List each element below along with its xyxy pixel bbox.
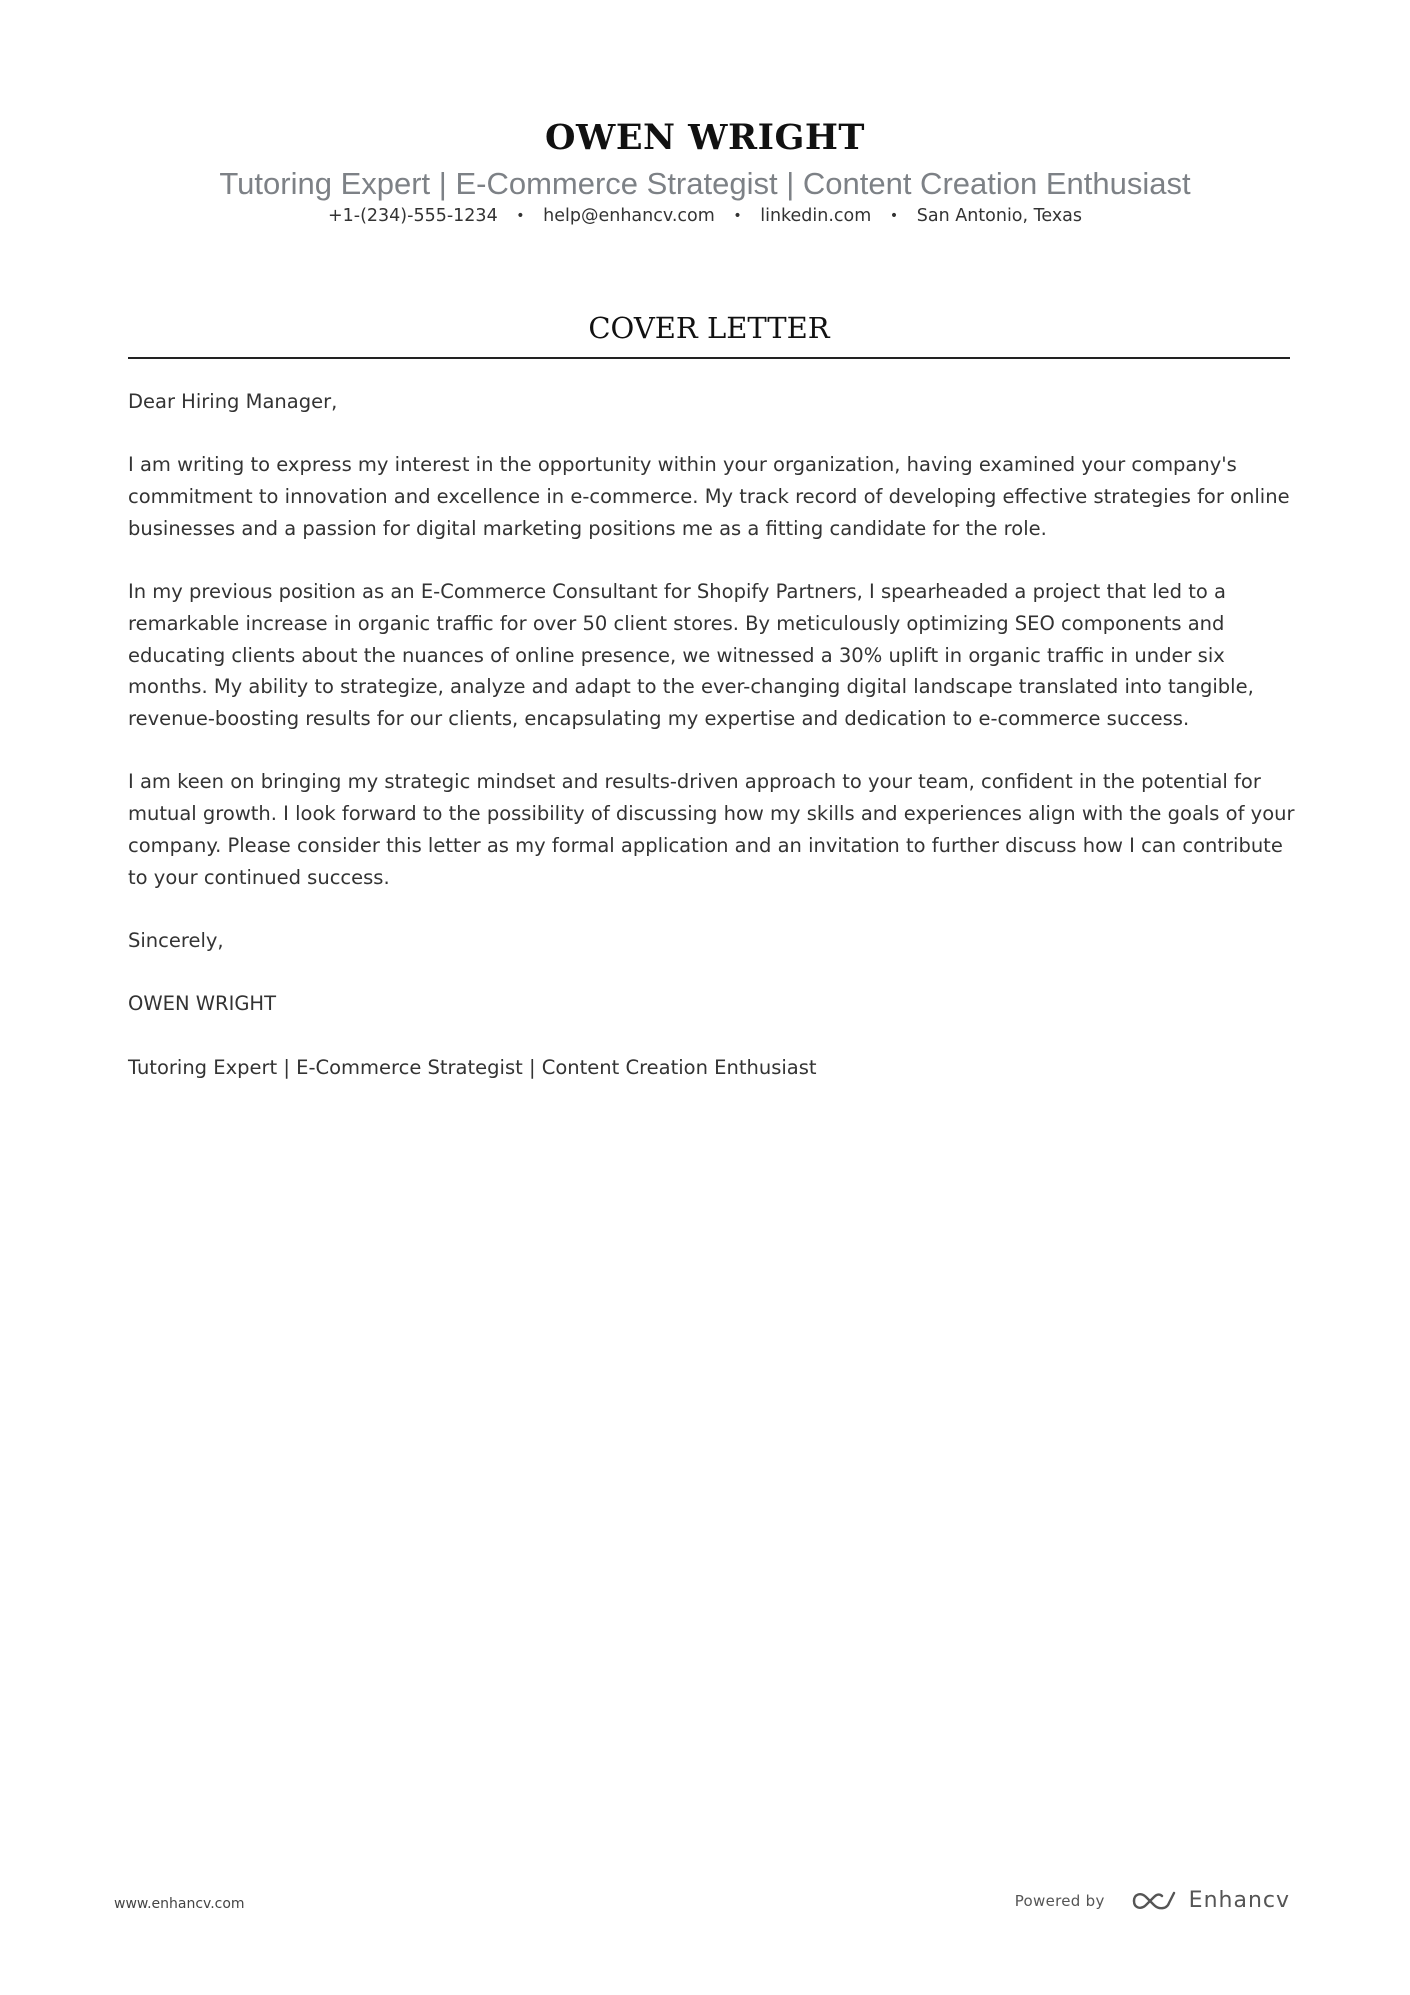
email-address: help@enhancv.com — [543, 206, 715, 226]
enhancv-logo-icon — [1131, 1889, 1177, 1913]
contact-separator: • — [733, 208, 742, 224]
location: San Antonio, Texas — [916, 206, 1083, 226]
closing: Sincerely, — [128, 928, 224, 952]
applicant-headline: Tutoring Expert | E-Commerce Strategist | Content Creation Enthusiast — [219, 166, 1191, 201]
letter-paragraph: In my previous position as an E-Commerce Consultant for Shopify Partners, I spearheaded a project that led to a remarkable increase in organic traffic for over 50 client stores. By meticulously optimizing SEO components and educating clients about the nuances of online presence, we witnessed a 30% uplift in organic traffic in under six months. My ability to strategize, analyze and adapt to the ever-changing digital landscape translated into tangible, revenue-boosting results for our clients, encapsulating my expertise and dedication to e-commerce success. — [128, 580, 1254, 730]
letter-paragraph: I am keen on bringing my strategic mindset and results-driven approach to your team, confident in the potential for mutual growth. I look forward to the possibility of discussing how my skills and experiences align with the goals of your company. Please consider this letter as my formal application and an invitation to further discuss how I can contribute to your continued success. — [128, 770, 1295, 889]
footer-branding — [1015, 1888, 1290, 1913]
contact-separator: • — [889, 208, 899, 224]
contact-separator: • — [516, 208, 525, 224]
applicant-name: OWEN WRIGHT — [545, 117, 865, 158]
letter-paragraph: I am writing to express my interest in the opportunity within your organization, having examined your company's commitment to innovation and excellence in e-commerce. My track record of developing effective strategies for online businesses and a passion for digital marketing positions me as a fitting candidate for the role. — [128, 453, 1290, 540]
section-divider — [128, 357, 1290, 359]
signature-name: OWEN WRIGHT — [128, 992, 277, 1016]
enhancv-logo — [1131, 1888, 1290, 1913]
footer-website: www.enhancv.com — [114, 1896, 245, 1912]
letter-body — [128, 386, 1300, 1115]
brand-name: Enhancv — [1188, 1888, 1290, 1913]
powered-by-label: Powered by — [1014, 1891, 1105, 1910]
salutation: Dear Hiring Manager, — [128, 390, 338, 413]
signature-title: Tutoring Expert | E-Commerce Strategist | Content Creation Enthusiast — [128, 1055, 817, 1079]
phone-number: +1-(234)-555-1234 — [327, 206, 498, 226]
section-title: COVER LETTER — [588, 311, 830, 345]
contact-info — [0, 204, 1410, 229]
resume-header — [0, 112, 1410, 229]
linkedin-link: linkedin.com — [760, 206, 872, 226]
